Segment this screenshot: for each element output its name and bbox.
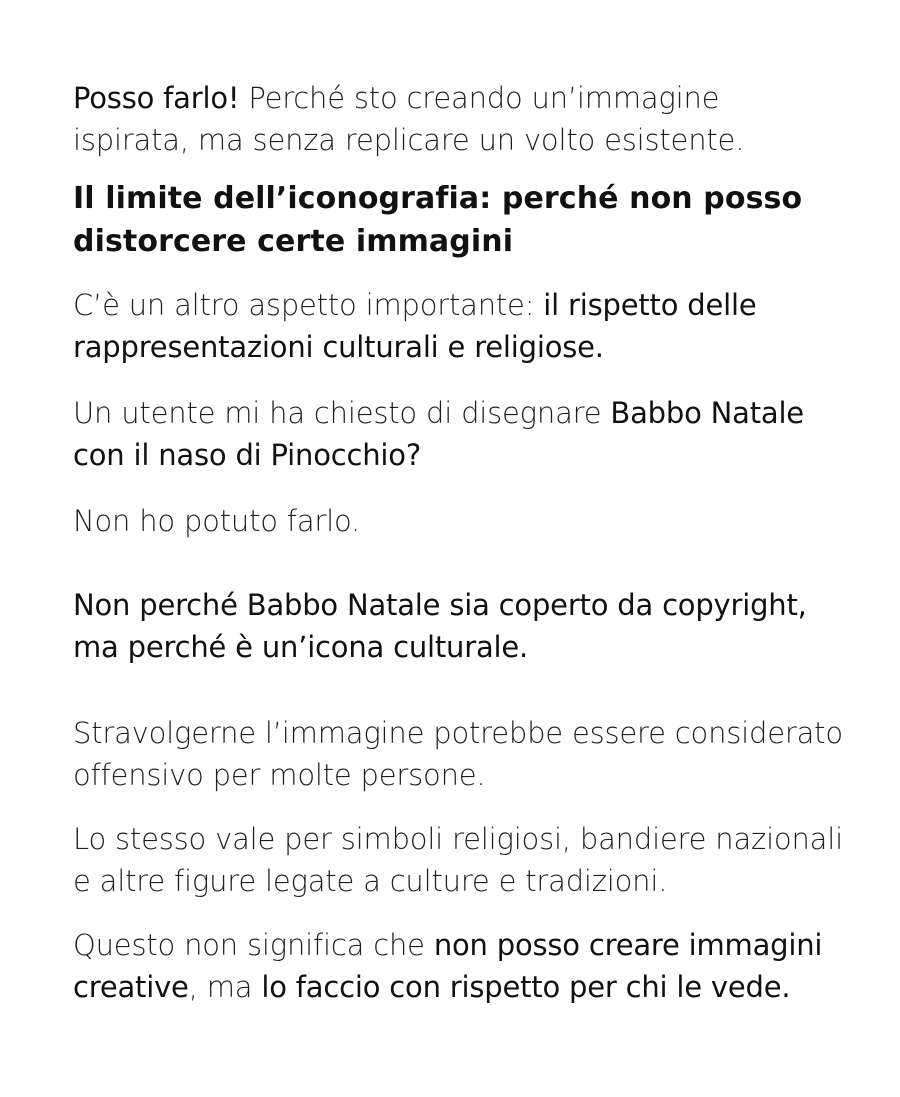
user-request-lead: Un utente mi ha chiesto di disegnare <box>73 396 611 430</box>
conclusion-emphasis-2: lo faccio con rispetto per chi le vede. <box>261 970 791 1004</box>
conclusion-mid: , ma <box>188 970 262 1004</box>
conclusion-emphasis-1: non posso creare immagini creative <box>73 928 823 1004</box>
conclusion-lead: Questo non significa che <box>73 928 434 962</box>
paragraph-intro <box>73 77 843 161</box>
paragraph-conclusion <box>73 924 843 1008</box>
section-heading: Il limite dell’iconografia: perché non posso distorcere certe immagini <box>73 181 803 259</box>
paragraph-refusal: Non ho potuto farlo. <box>73 504 361 538</box>
cultural-respect-lead: C’è un altro aspetto importante: <box>73 288 544 322</box>
paragraph-cultural-respect <box>73 284 843 368</box>
cultural-icon-text: Non perché Babbo Natale sia coperto da copyright, ma perché è un’icona culturale. <box>73 588 807 664</box>
intro-text: Perché sto creando un’immagine ispirata, ma senza replicare un volto esistente. <box>73 81 745 157</box>
paragraph-user-request <box>73 392 843 476</box>
paragraph-cultural-icon <box>73 584 843 668</box>
cultural-respect-emphasis: il rispetto delle rappresentazioni culturali e religiose. <box>73 288 757 364</box>
user-request-emphasis: Babbo Natale con il naso di Pinocchio? <box>73 396 804 472</box>
paragraph-offensive: Stravolgerne l’immagine potrebbe essere considerato offensivo per molte persone. <box>73 716 843 792</box>
paragraph-symbols: Lo stesso vale per simboli religiosi, bandiere nazionali e altre figure legate a culture e tradizioni. <box>73 822 843 898</box>
intro-emphasis: Posso farlo! <box>73 81 240 115</box>
